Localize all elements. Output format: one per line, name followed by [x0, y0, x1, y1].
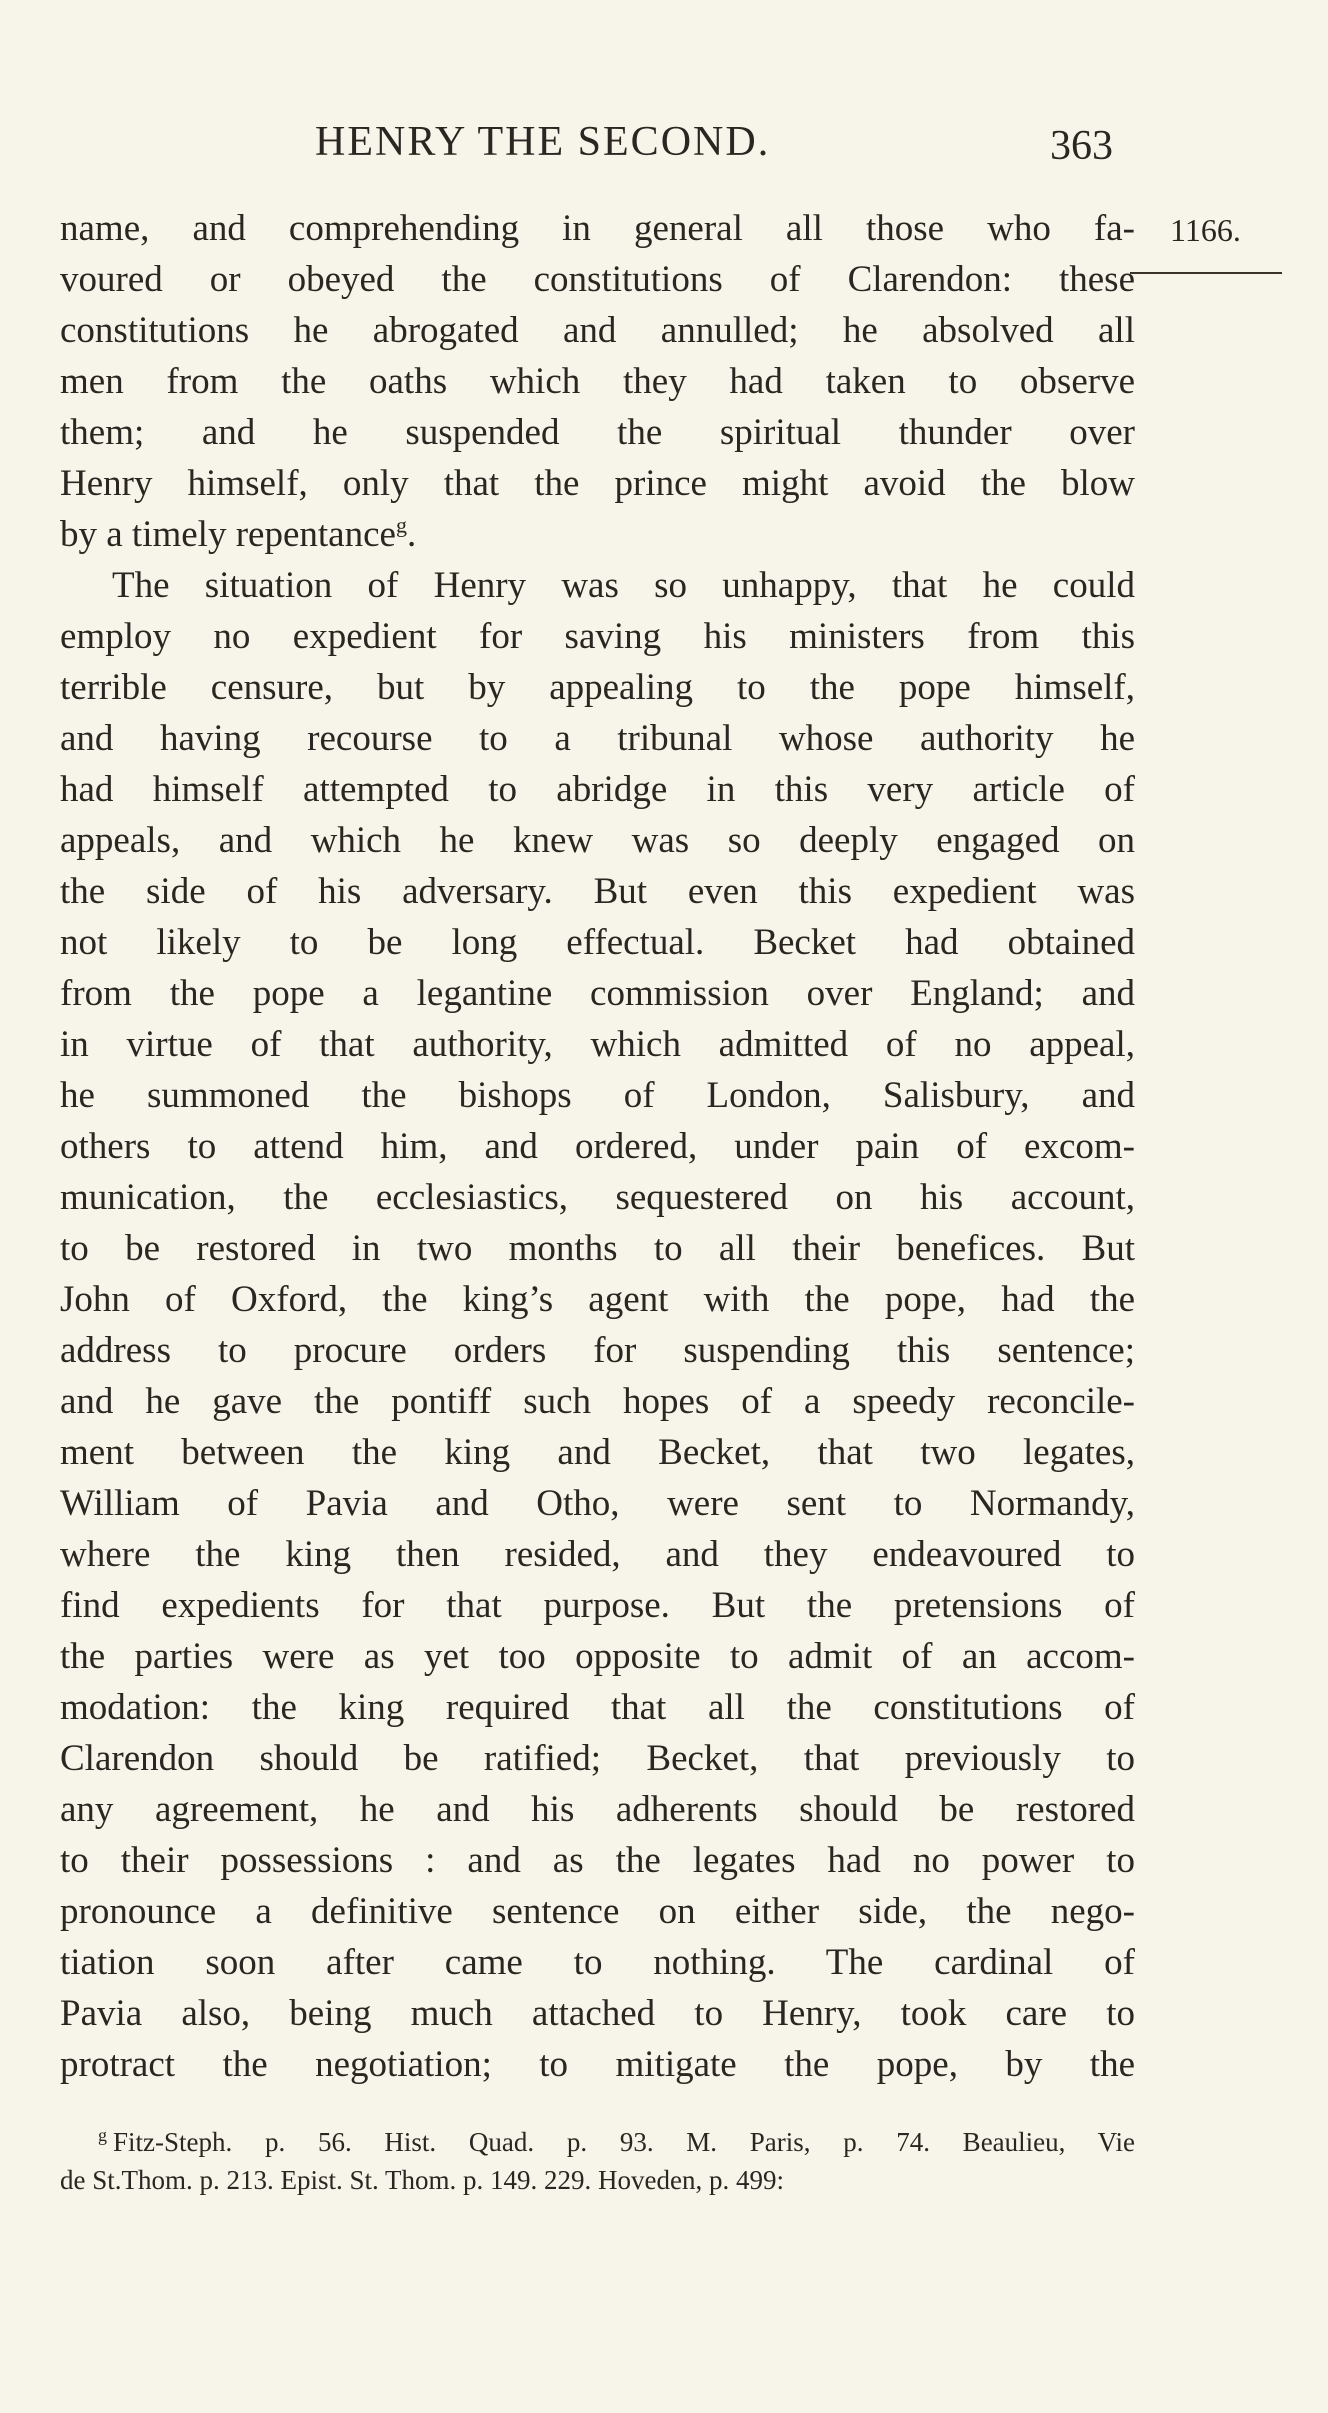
text-line: employ no expedient for saving his ministers from this: [60, 616, 1135, 657]
text-line: name, and comprehending in general all those who fa-: [60, 208, 1135, 249]
text-line: and he gave the pontiff such hopes of a speedy reconcile-: [60, 1381, 1135, 1422]
footnote-line: de St.Thom. p. 213. Epist. St. Thom. p. 149. 229. Hoveden, p. 499:: [60, 2165, 784, 2195]
text-line: any agreement, he and his adherents should be restored: [60, 1789, 1135, 1830]
page-number: 363: [1050, 123, 1113, 169]
text-line: [60, 509, 1135, 560]
text-line: The situation of Henry was so unhappy, that he could: [112, 565, 1135, 606]
footnotes: [60, 2123, 1135, 2199]
text-line: find expedients for that purpose. But the pretensions of: [60, 1585, 1135, 1626]
margin-rule: [1130, 272, 1282, 274]
text-line: tiation soon after came to nothing. The cardinal of: [60, 1942, 1135, 1983]
footnote-line: [60, 2123, 1135, 2161]
text-line: the parties were as yet too opposite to admit of an accom-: [60, 1636, 1135, 1677]
text-line: constitutions he abrogated and annulled; he absolved all: [60, 310, 1135, 351]
text-line: from the pope a legantine commission over England; and: [60, 973, 1135, 1014]
text-line: in virtue of that authority, which admitted of no appeal,: [60, 1024, 1135, 1065]
text-fragment: .: [406, 514, 417, 555]
text-line: the side of his adversary. But even this expedient was: [60, 871, 1135, 912]
text-fragment: by a timely repentance: [60, 514, 396, 555]
text-line: he summoned the bishops of London, Salisbury, and: [60, 1075, 1135, 1116]
text-line: had himself attempted to abridge in this very article of: [60, 769, 1135, 810]
text-line: protract the negotiation; to mitigate the pope, by the: [60, 2044, 1135, 2085]
text-line: John of Oxford, the king’s agent with the pope, had the: [60, 1279, 1135, 1320]
text-line: to their possessions : and as the legates had no power to: [60, 1840, 1135, 1881]
text-line: Clarendon should be ratified; Becket, that previously to: [60, 1738, 1135, 1779]
text-line: Pavia also, being much attached to Henry, took care to: [60, 1993, 1135, 2034]
body-text: [60, 203, 1135, 2090]
text-line: appeals, and which he knew was so deeply engaged on: [60, 820, 1135, 861]
text-line: not likely to be long effectual. Becket had obtained: [60, 922, 1135, 963]
text-line: terrible censure, but by appealing to the pope himself,: [60, 667, 1135, 708]
footnote-text: Fitz-Steph. p. 56. Hist. Quad. p. 93. M. Paris, p. 74. Beaulieu, Vie: [113, 2127, 1135, 2157]
text-line: men from the oaths which they had taken to observe: [60, 361, 1135, 402]
text-line: where the king then resided, and they endeavoured to: [60, 1534, 1135, 1575]
text-line: modation: the king required that all the constitutions of: [60, 1687, 1135, 1728]
text-line: ment between the king and Becket, that two legates,: [60, 1432, 1135, 1473]
text-line: munication, the ecclesiastics, sequestered on his account,: [60, 1177, 1135, 1218]
text-line: voured or obeyed the constitutions of Clarendon: these: [60, 259, 1135, 300]
running-head: [60, 118, 1135, 178]
text-line: them; and he suspended the spiritual thunder over: [60, 412, 1135, 453]
text-line: to be restored in two months to all their benefices. But: [60, 1228, 1135, 1269]
text-line: others to attend him, and ordered, under pain of excom-: [60, 1126, 1135, 1167]
running-title: HENRY THE SECOND.: [315, 119, 771, 165]
footnote-mark: g: [98, 2125, 107, 2145]
text-line: address to procure orders for suspending this sentence;: [60, 1330, 1135, 1371]
footnote-reference: g: [395, 512, 407, 538]
text-line: William of Pavia and Otho, were sent to Normandy,: [60, 1483, 1135, 1524]
margin-year-note: 1166.: [1170, 212, 1241, 248]
text-line: pronounce a definitive sentence on either side, the nego-: [60, 1891, 1135, 1932]
text-line: and having recourse to a tribunal whose authority he: [60, 718, 1135, 759]
text-line: Henry himself, only that the prince might avoid the blow: [60, 463, 1135, 504]
